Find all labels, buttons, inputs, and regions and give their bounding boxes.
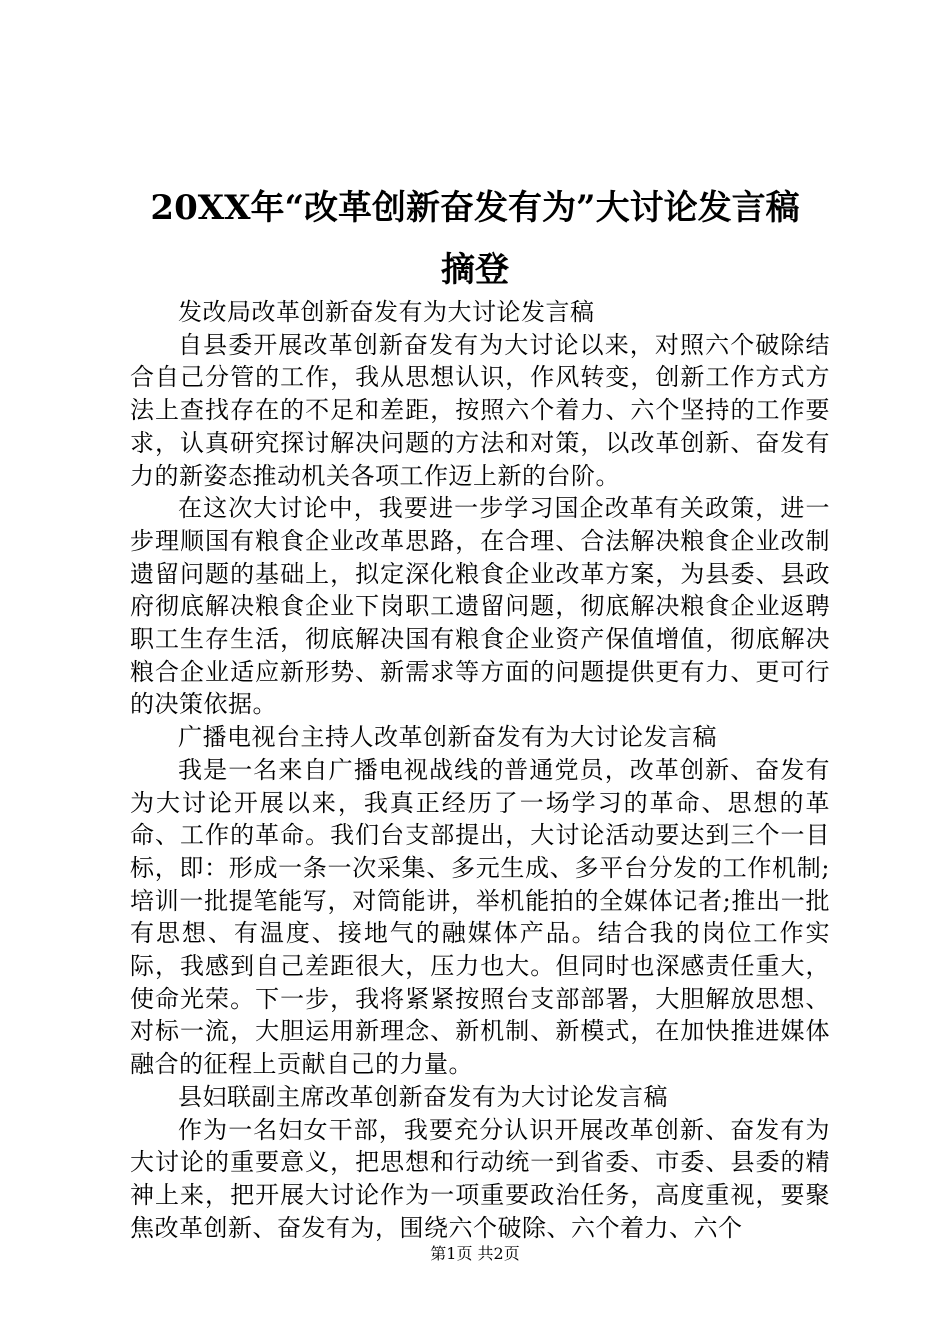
document-title: 20XX年“改革创新奋发有为”大讨论发言稿 xyxy=(150,188,800,228)
body-paragraph: 我是一名来自广播电视战线的普通党员，改革创新、奋发有为大讨论开展以来，我真正经历了一场学习的革命、思想的革命、工作的革命。我们台支部提出，大讨论活动要达到三个一目标，即：形成一条一次采集、多元生成、多平台分发的工作机制;培训一批提笔能写，对筒能讲，举机能拍的全媒体记者;推出一批有思想、有温度、接地气的融媒体产品。结合我的岗位工作实际，我感到自己差距很大，压力也大。但同时也深感责任重大，使命光荣。下一步，我将紧紧按照台支部部署，大胆解放思想、对标一流，大胆运用新理念、新机制、新模式，在加快推进媒体融合的征程上贡献自己的力量。 xyxy=(130,755,830,1079)
document-title-continued: 摘登 xyxy=(441,250,509,290)
page-number: 第1页 共2页 xyxy=(430,1244,520,1263)
body-paragraph: 作为一名妇女干部，我要充分认识开展改革创新、奋发有为大讨论的重要意义，把思想和行动统一到省委、市委、县委的精神上来，把开展大讨论作为一项重要政治任务，高度重视，要聚焦改革创新、奋发有为，围绕六个破除、六个着力、六个 xyxy=(130,1115,830,1242)
section-heading: 广播电视台主持人改革创新奋发有为大讨论发言稿 xyxy=(178,723,717,752)
body-paragraph: 在这次大讨论中，我要进一步学习国企改革有关政策，进一步理顺国有粮食企业改革思路，在合理、合法解决粮食企业改制遗留问题的基础上，拟定深化粮食企业改革方案，为县委、县政府彻底解决粮食企业下岗职工遗留问题，彻底解决粮食企业返聘职工生存生活，彻底解决国有粮食企业资产保值增值，彻底解决粮合企业适应新形势、新需求等方面的问题提供更有力、更可行的决策依据。 xyxy=(130,494,830,719)
section-heading: 发改局改革创新奋发有为大讨论发言稿 xyxy=(178,298,595,326)
body-paragraph: 自县委开展改革创新奋发有为大讨论以来，对照六个破除结合自己分管的工作，我从思想认识，作风转变，创新工作方式方法上查找存在的不足和差距，按照六个着力、六个坚持的工作要求，认真研究探讨解决问题的方法和对策，以改革创新、奋发有力的新姿态推动机关各项工作迈上新的台阶。 xyxy=(130,330,830,490)
section-heading: 县妇联副主席改革创新奋发有为大讨论发言稿 xyxy=(178,1082,668,1111)
document-body xyxy=(130,296,830,1244)
